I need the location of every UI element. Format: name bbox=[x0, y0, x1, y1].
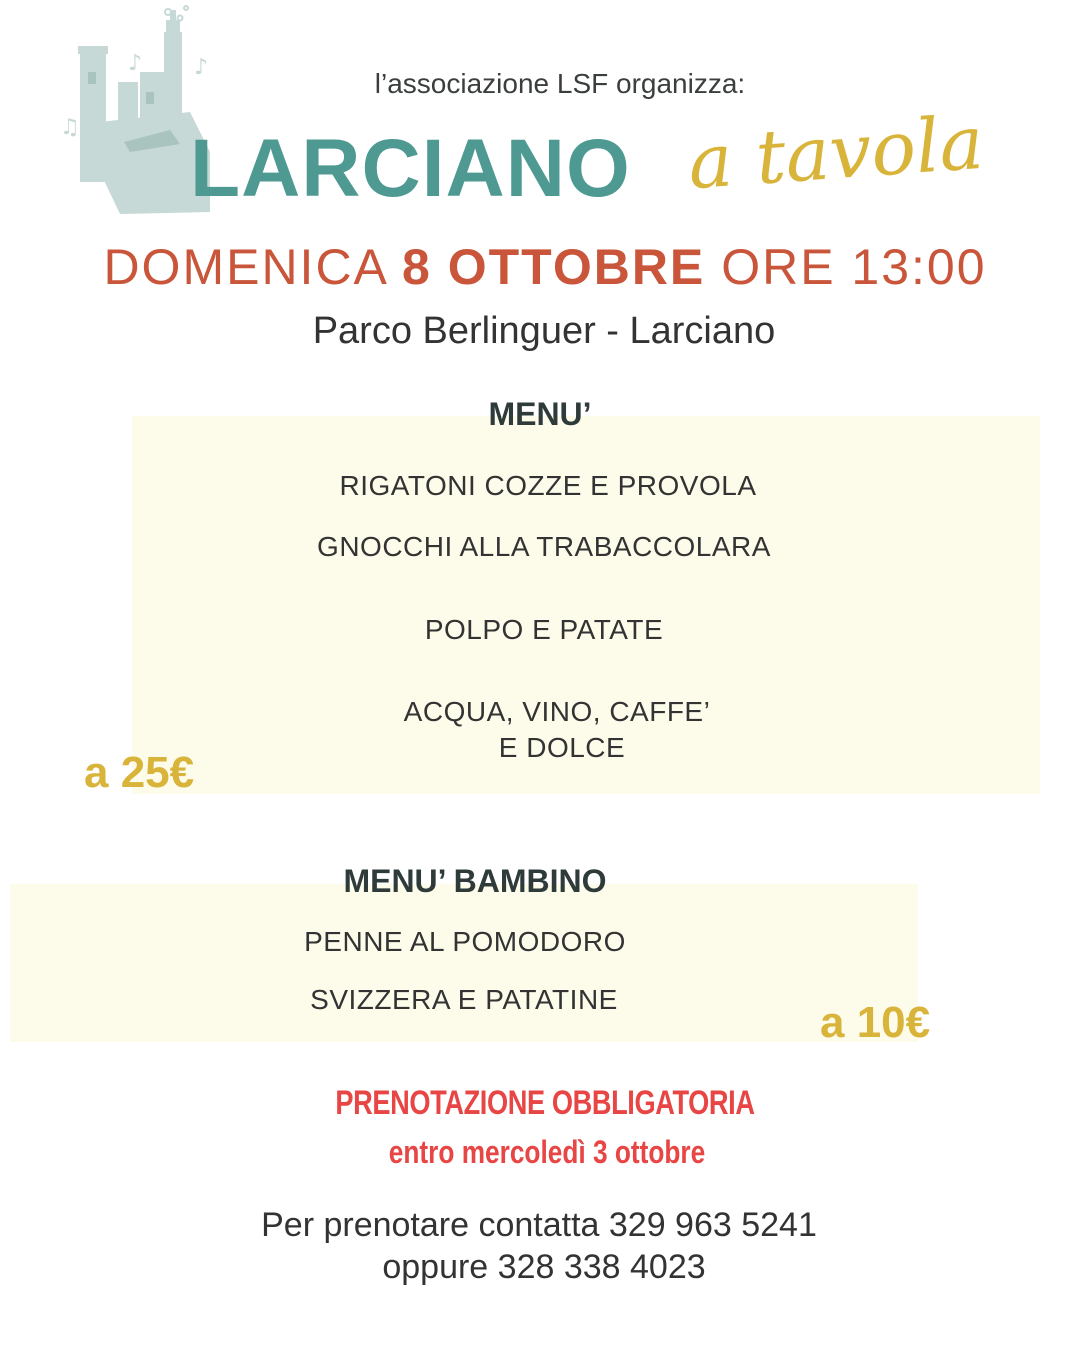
menu-item: RIGATONI COZZE E PROVOLA bbox=[339, 470, 757, 501]
event-location: Parco Berlinguer - Larciano bbox=[312, 310, 776, 352]
date-day: 8 OTTOBRE bbox=[402, 239, 706, 295]
svg-text:♫: ♫ bbox=[60, 115, 80, 140]
menu-heading: MENU’ bbox=[488, 396, 592, 432]
event-date bbox=[0, 238, 1080, 296]
intro-text: l’associazione LSF organizza: bbox=[374, 68, 746, 99]
svg-text:♪: ♪ bbox=[194, 55, 209, 80]
svg-text:♪: ♪ bbox=[128, 51, 143, 76]
kids-menu-item: SVIZZERA E PATATINE bbox=[310, 984, 618, 1015]
contact-line: Per prenotare contatta 329 963 5241 bbox=[261, 1206, 817, 1244]
menu-item: GNOCCHI ALLA TRABACCOLARA bbox=[317, 531, 771, 562]
date-time: ORE 13:00 bbox=[721, 239, 987, 295]
menu-item: E DOLCE bbox=[498, 732, 626, 763]
kids-menu-price: a 10€ bbox=[820, 998, 931, 1047]
booking-notice: PRENOTAZIONE OBBLIGATORIA bbox=[335, 1084, 755, 1122]
booking-deadline: entro mercoledì 3 ottobre bbox=[388, 1134, 706, 1170]
menu-item: POLPO E PATATE bbox=[424, 614, 664, 645]
menu-item: ACQUA, VINO, CAFFE’ bbox=[403, 696, 711, 727]
kids-menu-item: PENNE AL POMODORO bbox=[304, 926, 626, 957]
kids-menu-heading: MENU’ BAMBINO bbox=[343, 863, 607, 899]
date-prefix: DOMENICA bbox=[103, 239, 387, 295]
kids-menu-panel bbox=[10, 884, 918, 1042]
contact-line: oppure 328 338 4023 bbox=[382, 1248, 706, 1286]
event-title: LARCIANO bbox=[190, 123, 631, 214]
event-title-script: a tavola bbox=[685, 99, 987, 207]
menu-price: a 25€ bbox=[84, 748, 195, 797]
